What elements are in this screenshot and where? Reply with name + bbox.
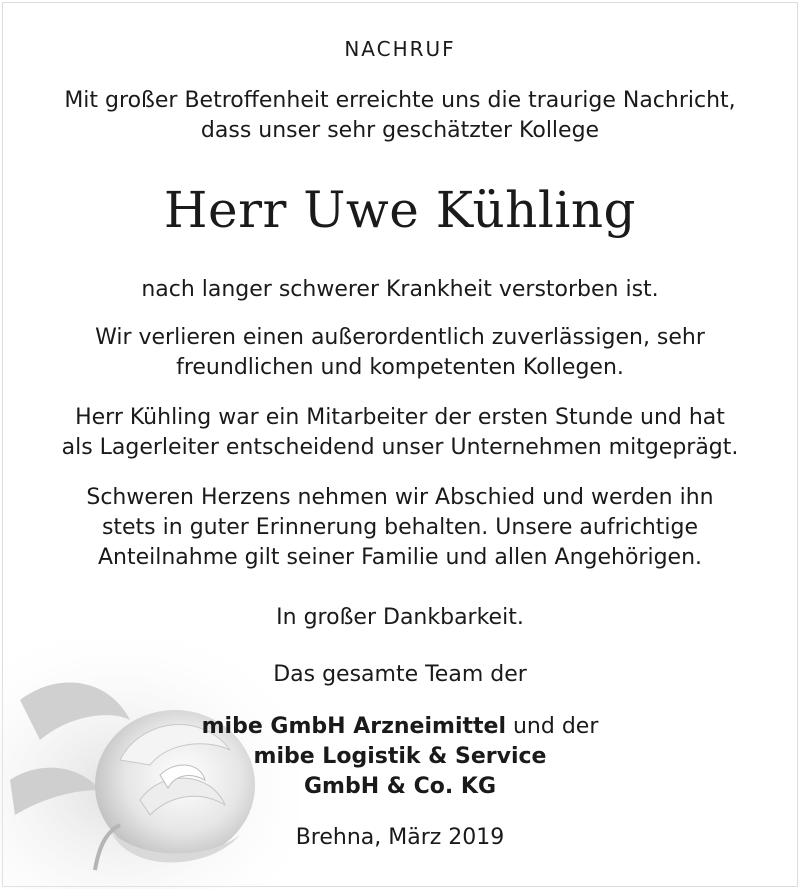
place-date: Brehna, März 2019 [295,825,505,850]
team-line: Das gesamte Team der [273,662,527,687]
company-1: mibe GmbH Arzneimittel [201,714,506,739]
paragraph-2-line-2: freundlichen und kompetenten Kollegen. [176,355,624,380]
deceased-name: Herr Uwe Kühling [163,181,637,239]
paragraph-4-line-2: stets in guter Erinnerung behalten. Unsere aufrichtige [101,515,699,540]
company-connector: und der [505,714,599,739]
paragraph-2-line-1: Wir verlieren einen außerordentlich zuverlässigen, sehr [95,325,705,350]
company-2-line-1: mibe Logistik & Service [253,744,547,769]
paragraph-3-line-1: Herr Kühling war ein Mitarbeiter der ersten Stunde und hat [75,405,725,430]
paragraph-4-line-3: Anteilnahme gilt seiner Familie und allen Angehörigen. [97,545,703,570]
company-line-1 [0,712,800,742]
paragraph-4-line-1: Schweren Herzens nehmen wir Abschied und werden ihn [86,485,714,510]
intro-line-1: Mit großer Betroffenheit erreichte uns die traurige Nachricht, [64,88,736,113]
company-2-line-2: GmbH & Co. KG [303,774,497,799]
paragraph-3-line-2: als Lagerleiter entscheidend unser Unternehmen mitgeprägt. [61,435,739,460]
heading: NACHRUF [344,37,456,61]
closing: In großer Dankbarkeit. [276,605,524,630]
intro-line-2: dass unser sehr geschätzter Kollege [200,118,600,143]
paragraph-1-line-1: nach langer schwerer Krankheit verstorben ist. [141,277,659,302]
